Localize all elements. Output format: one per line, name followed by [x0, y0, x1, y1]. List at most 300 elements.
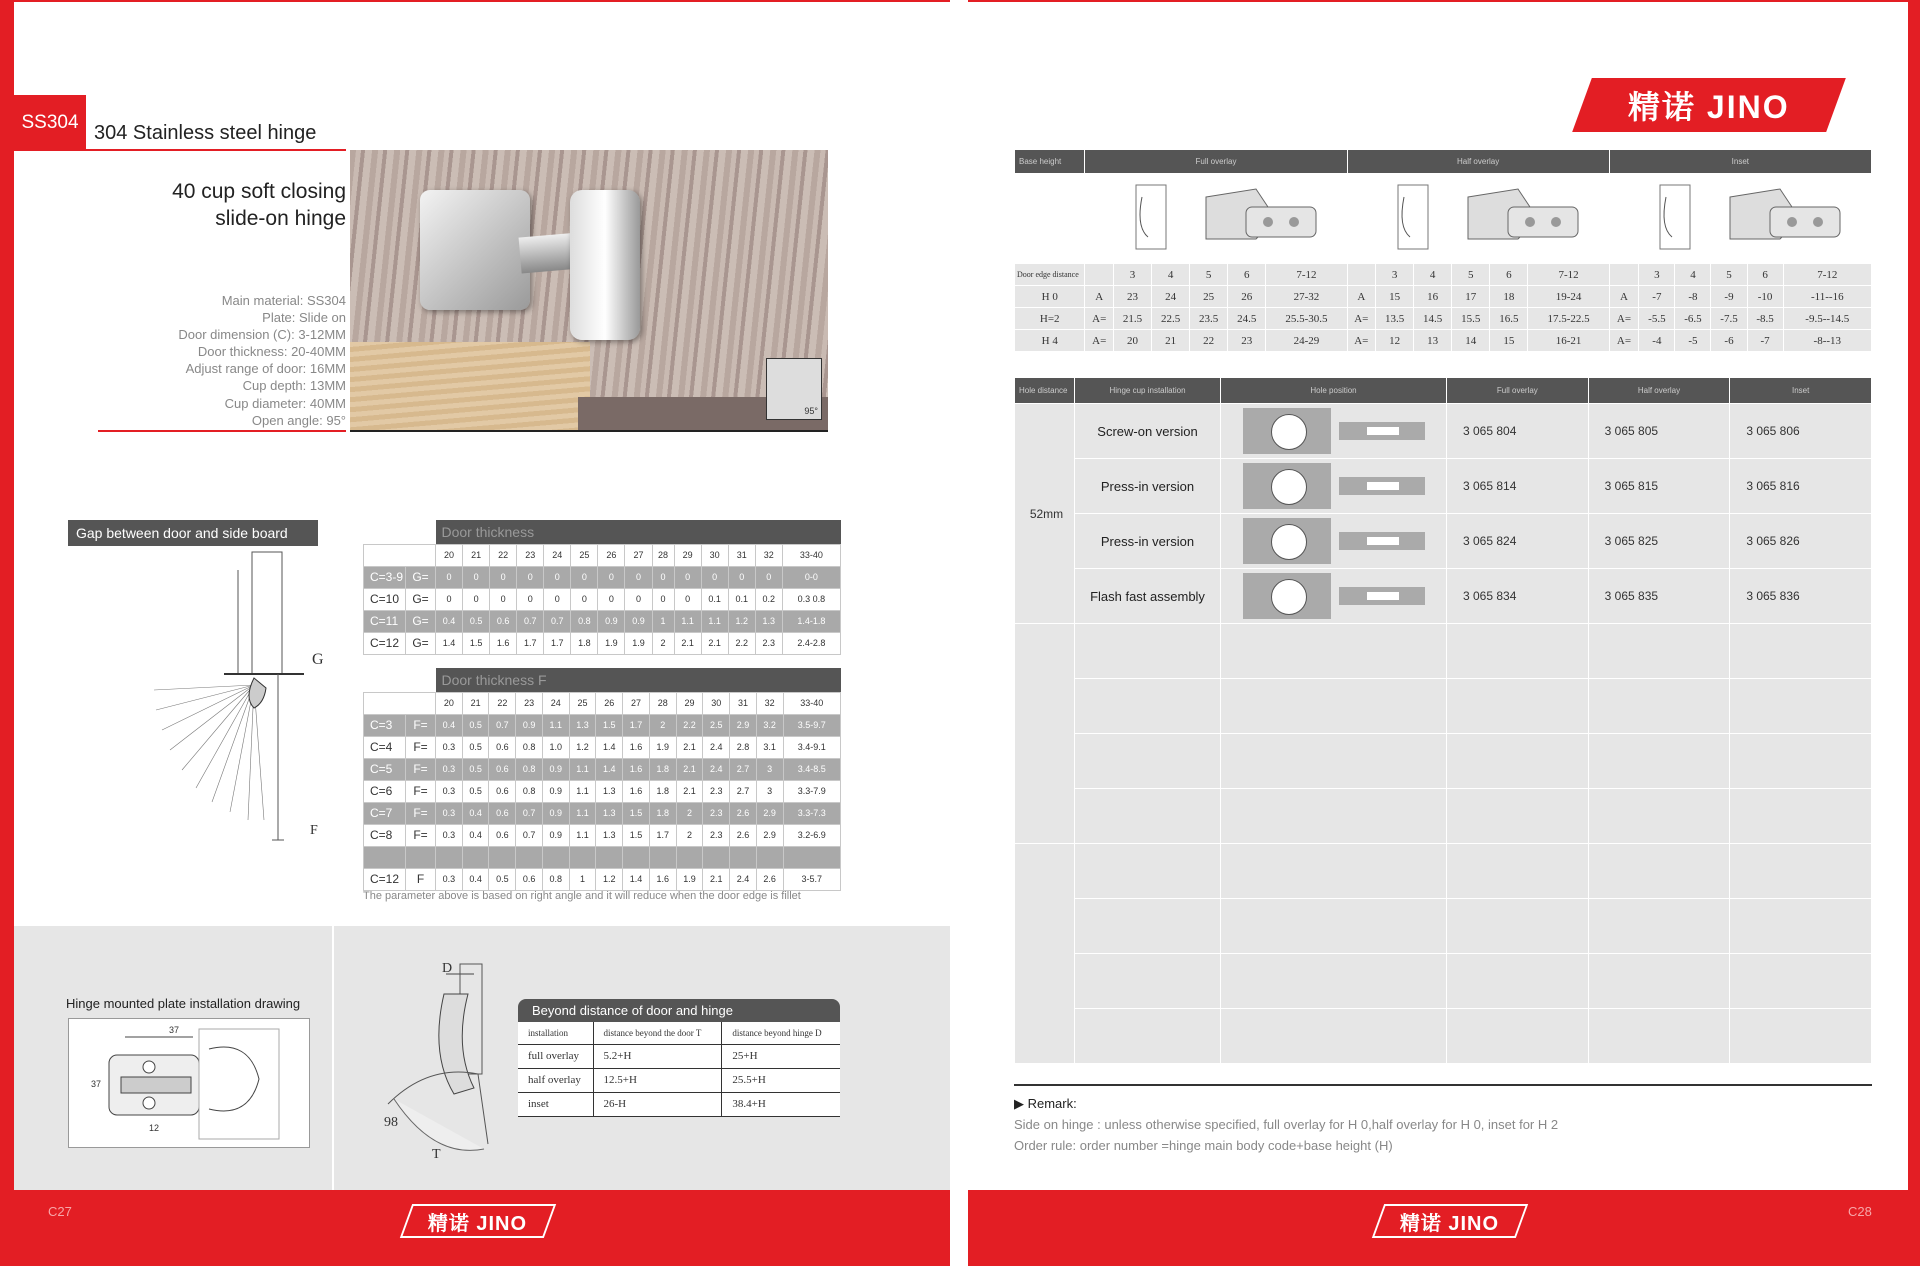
table-cell: 2.9 — [756, 802, 783, 824]
table-cell: 0.9 — [625, 610, 652, 632]
table-cell — [756, 846, 783, 868]
beyond-cell: 25.5+H — [722, 1068, 840, 1092]
row-label: C=3 — [364, 714, 406, 736]
table-cell: 2.2 — [728, 632, 755, 654]
table-row — [364, 802, 841, 824]
column-header: 27 — [623, 692, 650, 714]
column-header: 7-12 — [1528, 264, 1609, 286]
table-cell: 1.4 — [596, 758, 623, 780]
table-cell: 0.5 — [462, 736, 489, 758]
column-header: 32 — [756, 692, 783, 714]
row-symbol: G= — [406, 588, 436, 610]
column-header: 4 — [1152, 264, 1190, 286]
table-cell: 0.3 — [436, 736, 463, 758]
table-cell: 1.1 — [569, 758, 596, 780]
table-cell: 19-24 — [1528, 286, 1609, 308]
empty-cell — [1588, 789, 1730, 844]
table-cell: 1.8 — [571, 632, 598, 654]
table-cell: 0.4 — [462, 824, 489, 846]
table-title: Door thickness — [436, 520, 841, 544]
base-row — [1015, 330, 1872, 352]
table-cell: 1.7 — [623, 714, 650, 736]
order-code: 3 065 814 — [1447, 459, 1589, 514]
table-cell: 1.8 — [649, 802, 676, 824]
table-cell: 0.9 — [542, 802, 569, 824]
table-row — [364, 758, 841, 780]
hinge-full-image — [1085, 174, 1347, 264]
table-cell: 1.9 — [625, 632, 652, 654]
table-cell — [569, 846, 596, 868]
table-cell: 21 — [1152, 330, 1190, 352]
cup-installation: Press-in version — [1075, 514, 1221, 569]
table-cell: 16.5 — [1490, 308, 1528, 330]
title-underline — [86, 149, 346, 151]
column-header: 4 — [1414, 264, 1452, 286]
empty-cell — [1075, 1009, 1221, 1064]
table-cell: 0.5 — [489, 868, 516, 890]
diagram-label-d: D — [442, 961, 453, 976]
beyond-cell: 12.5+H — [593, 1068, 722, 1092]
column-header: 33-40 — [783, 692, 840, 714]
table-cell: 1.6 — [623, 758, 650, 780]
table-cell: 15 — [1376, 286, 1414, 308]
column-header: 28 — [649, 692, 676, 714]
photo-shelf — [350, 342, 590, 432]
base-header: Half overlay — [1347, 150, 1609, 174]
base-row — [1015, 308, 1872, 330]
table-cell: 0 — [490, 588, 517, 610]
table-cell: 0.9 — [542, 824, 569, 846]
column-header: 20 — [436, 692, 463, 714]
base-height-table — [1014, 149, 1872, 352]
base-header-row — [1015, 150, 1872, 174]
hole-header: Hinge cup installation — [1075, 378, 1221, 404]
column-header: 32 — [755, 544, 782, 566]
table-cell: 1.2 — [596, 868, 623, 890]
beyond-header: distance beyond the door T — [593, 1022, 722, 1044]
table-corner-cell — [364, 692, 436, 714]
table-cell: 25.5-30.5 — [1266, 308, 1347, 330]
beyond-cell: 38.4+H — [722, 1092, 840, 1116]
hole-position-drawing — [1221, 459, 1447, 514]
table-cell: 3.5-9.7 — [783, 714, 840, 736]
column-header: 21 — [463, 544, 490, 566]
table-cell: 1.7 — [649, 824, 676, 846]
table-cell: 0 — [463, 588, 490, 610]
hinge-cup-image — [570, 190, 640, 340]
table-cell: 22.5 — [1152, 308, 1190, 330]
order-code: 3 065 805 — [1588, 404, 1730, 459]
table-cell: 0 — [701, 566, 728, 588]
table-cell: 1.1 — [542, 714, 569, 736]
table-row — [1015, 569, 1872, 624]
order-code: 3 065 816 — [1730, 459, 1872, 514]
table-cell: 0 — [436, 566, 463, 588]
table-cell: 15 — [1490, 330, 1528, 352]
order-code: 3 065 815 — [1588, 459, 1730, 514]
table-cell: 0.1 — [728, 588, 755, 610]
table-row — [1015, 514, 1872, 569]
table-cell: -6 — [1711, 330, 1747, 352]
table-cell: 0.5 — [463, 610, 490, 632]
parameter-note: The parameter above is based on right angle and it will reduce when the door edge is fillet — [363, 890, 801, 902]
table-cell: 14.5 — [1414, 308, 1452, 330]
spec-item: Adjust range of door: 16MM — [185, 361, 346, 377]
table-cell: 1.1 — [569, 824, 596, 846]
table-cell: 1.4 — [596, 736, 623, 758]
empty-row — [1015, 624, 1872, 679]
beyond-row — [518, 1092, 840, 1116]
table-cell: 0.4 — [462, 868, 489, 890]
order-code: 3 065 806 — [1730, 404, 1872, 459]
empty-cell — [1730, 844, 1872, 899]
jino-logo-text: 精诺 JINO — [1628, 89, 1790, 125]
table-cell: 2 — [649, 714, 676, 736]
table-cell: 0 — [463, 566, 490, 588]
order-code: 3 065 835 — [1588, 569, 1730, 624]
table-header-row — [364, 520, 841, 544]
beyond-header: distance beyond hinge D — [722, 1022, 840, 1044]
table-cell — [703, 846, 730, 868]
remark-line-2: Order rule: order number =hinge main body code+base height (H) — [1014, 1138, 1393, 1153]
table-cell: 0 — [598, 588, 625, 610]
empty-row — [1015, 679, 1872, 734]
table-cell: -9 — [1711, 286, 1747, 308]
table-cell: 0 — [625, 566, 652, 588]
table-cell: 0 — [674, 588, 701, 610]
beyond-cell: inset — [518, 1092, 593, 1116]
hole-distance: 52mm — [1015, 404, 1075, 624]
model-title: 304 Stainless steel hinge — [94, 122, 317, 144]
spec-underline — [98, 430, 346, 432]
table-cell: 0.9 — [598, 610, 625, 632]
row-symbol: G= — [406, 610, 436, 632]
table-cell: 13 — [1414, 330, 1452, 352]
empty-cell — [1730, 954, 1872, 1009]
table-cell: 0.7 — [517, 610, 544, 632]
table-cell: 0 — [598, 566, 625, 588]
table-cell: 2.1 — [674, 632, 701, 654]
gap-label: Gap between door and side board — [68, 520, 318, 546]
table-cell: 0 — [625, 588, 652, 610]
order-code: 3 065 825 — [1588, 514, 1730, 569]
table-cell: -8 — [1675, 286, 1711, 308]
symbol-cell: A — [1609, 286, 1639, 308]
table-row — [364, 868, 841, 890]
table-cell: 3.1 — [756, 736, 783, 758]
column-header: 27 — [625, 544, 652, 566]
row-symbol: F= — [406, 802, 436, 824]
mount-drawing — [68, 1018, 310, 1148]
table-cell: 0-0 — [782, 566, 840, 588]
remark-title: ▶ Remark: — [1014, 1096, 1077, 1111]
table-cell: 1.1 — [701, 610, 728, 632]
table-cell: 1.6 — [490, 632, 517, 654]
row-symbol: F= — [406, 714, 436, 736]
table-cell: 24.5 — [1228, 308, 1266, 330]
symbol-cell: A= — [1347, 330, 1376, 352]
table-cell: 0 — [674, 566, 701, 588]
hole-header-row — [1015, 378, 1872, 404]
footer-logo-left-text: 精诺 JINO — [428, 1212, 528, 1235]
table-cell: 0 — [652, 588, 674, 610]
jino-logo — [1572, 78, 1846, 132]
table-cell: 0.7 — [516, 824, 543, 846]
left-footer — [0, 1190, 950, 1266]
product-photo — [350, 150, 828, 432]
column-header: 23 — [516, 692, 543, 714]
table-cell: 0.8 — [516, 736, 543, 758]
table-cell: 1.4-1.8 — [782, 610, 840, 632]
table-cell: 2.3 — [703, 780, 730, 802]
right-footer — [968, 1190, 1920, 1266]
column-header: 5 — [1452, 264, 1490, 286]
table-cell: 3.3-7.9 — [783, 780, 840, 802]
base-header: Full overlay — [1085, 150, 1347, 174]
empty-cell — [1588, 679, 1730, 734]
empty-cell — [1075, 624, 1221, 679]
table-cell: 13.5 — [1376, 308, 1414, 330]
table-cell: 0.3 — [436, 780, 463, 802]
table-cell: 1.6 — [649, 868, 676, 890]
table-cell: 0.8 — [516, 758, 543, 780]
table-cell: 2.1 — [701, 632, 728, 654]
diagram-label-angle: 98 — [384, 1115, 398, 1130]
table-cell: 1.8 — [649, 758, 676, 780]
table-cell: 0.6 — [489, 802, 516, 824]
table-cell: 0.4 — [462, 802, 489, 824]
cup-installation: Screw-on version — [1075, 404, 1221, 459]
empty-cell — [1447, 624, 1589, 679]
table-cell — [516, 846, 543, 868]
table-cell: 1.4 — [623, 868, 650, 890]
row-symbol: G= — [406, 566, 436, 588]
table-cell: 0.1 — [701, 588, 728, 610]
symbol-blank — [1085, 264, 1114, 286]
beyond-cell: 26-H — [593, 1092, 722, 1116]
table-cell: 0.8 — [571, 610, 598, 632]
table-cell: -7.5 — [1711, 308, 1747, 330]
table-cell: 27-32 — [1266, 286, 1347, 308]
remark-line-1: Side on hinge : unless otherwise specified, full overlay for H 0,half overlay for H 0, inset for H 2 — [1014, 1117, 1559, 1132]
table-cell: -8--13 — [1783, 330, 1871, 352]
column-header: 6 — [1490, 264, 1528, 286]
beyond-cell: half overlay — [518, 1068, 593, 1092]
base-image-row — [1015, 174, 1872, 264]
column-header: 5 — [1711, 264, 1747, 286]
table-corner — [364, 668, 436, 692]
table-cell: 2.4-2.8 — [782, 632, 840, 654]
column-header: 3 — [1113, 264, 1151, 286]
table-title: Door thickness F — [436, 668, 841, 692]
table-cell: 2.2 — [676, 714, 703, 736]
table-cell: 0.7 — [544, 610, 571, 632]
table-cell: 2.5 — [703, 714, 730, 736]
table-cell: 0.6 — [489, 758, 516, 780]
hole-position-drawing — [1221, 569, 1447, 624]
mount-label: Hinge mounted plate installation drawing — [66, 996, 301, 1011]
page-number-right: C28 — [1848, 1204, 1872, 1219]
table-cell: 0 — [571, 566, 598, 588]
table-cell: 2.6 — [730, 802, 757, 824]
beyond-row — [518, 1044, 840, 1068]
order-code: 3 065 836 — [1730, 569, 1872, 624]
table-cell: 2.3 — [703, 802, 730, 824]
door-edge-label: Door edge distance — [1015, 264, 1085, 286]
column-header: 24 — [544, 544, 571, 566]
table-cell: 24-29 — [1266, 330, 1347, 352]
empty-row — [1015, 734, 1872, 789]
row-label: C=6 — [364, 780, 406, 802]
table-cell: 3.4-8.5 — [783, 758, 840, 780]
table-cell: 0.5 — [462, 714, 489, 736]
table-cell: 16-21 — [1528, 330, 1609, 352]
column-header: 26 — [596, 692, 623, 714]
column-header: 28 — [652, 544, 674, 566]
empty-cell — [1221, 679, 1447, 734]
table-cell: 0.9 — [542, 758, 569, 780]
table-cell: 14 — [1452, 330, 1490, 352]
mount-dim-a: 37 — [169, 1025, 180, 1035]
empty-cell — [1730, 899, 1872, 954]
table-cell: 0 — [544, 566, 571, 588]
table-cell: -4 — [1639, 330, 1675, 352]
table-cell: 20 — [1113, 330, 1151, 352]
table-cell: 23 — [1113, 286, 1151, 308]
spec-item: Door dimension (C): 3-12MM — [178, 327, 346, 343]
row-label — [364, 846, 406, 868]
symbol-cell: A — [1085, 286, 1114, 308]
table-cell: 1.5 — [596, 714, 623, 736]
hole-position-drawing — [1221, 514, 1447, 569]
table-row — [1015, 459, 1872, 514]
table-cell: 0.6 — [489, 780, 516, 802]
empty-cell — [1447, 899, 1589, 954]
left-page — [0, 0, 950, 1266]
table-cell: 0 — [490, 566, 517, 588]
order-code: 3 065 834 — [1447, 569, 1589, 624]
table-cell — [436, 846, 463, 868]
empty-cell — [1221, 624, 1447, 679]
row-label: C=8 — [364, 824, 406, 846]
table-cell: 0.4 — [436, 610, 463, 632]
table-corner — [364, 520, 436, 544]
table-cell: 2 — [676, 824, 703, 846]
door-edge-row — [1015, 264, 1872, 286]
product-subtitle — [114, 178, 346, 232]
table-cell: 2.3 — [755, 632, 782, 654]
table-cell: 2 — [652, 632, 674, 654]
table-cell: 1.4 — [436, 632, 463, 654]
table-cell: 2.7 — [730, 758, 757, 780]
order-code: 3 065 824 — [1447, 514, 1589, 569]
empty-cell — [1730, 624, 1872, 679]
table-cell: -8.5 — [1747, 308, 1783, 330]
base-height-value: H=2 — [1015, 308, 1085, 330]
column-header: 30 — [703, 692, 730, 714]
subtitle-line-1: 40 cup soft closing — [172, 180, 346, 203]
table-cell: 0.8 — [516, 780, 543, 802]
table-cell — [462, 846, 489, 868]
table-cell: -5 — [1675, 330, 1711, 352]
table-cell: 0 — [544, 588, 571, 610]
base-header: Inset — [1609, 150, 1871, 174]
table-cell — [623, 846, 650, 868]
empty-cell — [1447, 844, 1589, 899]
beyond-header: installation — [518, 1022, 593, 1044]
hole-header: Hole distance — [1015, 378, 1075, 404]
hinge-half-image — [1347, 174, 1609, 264]
photo-inset-angle: 95° — [766, 358, 822, 420]
base-height-value: H 4 — [1015, 330, 1085, 352]
hole-header: Inset — [1730, 378, 1872, 404]
empty-cell — [1588, 954, 1730, 1009]
table-cell: 0.3 0.8 — [782, 588, 840, 610]
table-cell: 1.5 — [463, 632, 490, 654]
row-label: C=4 — [364, 736, 406, 758]
table-cell: 2.1 — [676, 780, 703, 802]
table-cell: 0.7 — [516, 802, 543, 824]
empty-cell — [1730, 734, 1872, 789]
table-cell: 0.9 — [516, 714, 543, 736]
table-cell: 1.8 — [649, 780, 676, 802]
hole-position-drawing — [1221, 404, 1447, 459]
table-row — [364, 632, 841, 654]
subtitle-line-2: slide-on hinge — [215, 207, 346, 230]
table-row — [364, 588, 841, 610]
empty-cell — [1588, 844, 1730, 899]
table-cell: 2.4 — [730, 868, 757, 890]
table-cell: 0.3 — [436, 758, 463, 780]
table-cell: 0 — [436, 588, 463, 610]
beyond-distance-table — [518, 999, 840, 1117]
door-thickness-g-table — [363, 520, 841, 655]
gap-diagram — [154, 550, 334, 850]
empty-cell — [1588, 734, 1730, 789]
table-cell: 1.9 — [598, 632, 625, 654]
empty-cell — [1447, 789, 1589, 844]
column-header: 6 — [1747, 264, 1783, 286]
table-cell: 0.8 — [542, 868, 569, 890]
footer-logo-right — [1372, 1204, 1528, 1238]
table-cell: 0.6 — [489, 824, 516, 846]
empty-cell — [1015, 624, 1075, 844]
order-code: 3 065 826 — [1730, 514, 1872, 569]
table-cell: -7 — [1639, 286, 1675, 308]
empty-row — [1015, 899, 1872, 954]
empty-cell — [1221, 789, 1447, 844]
table-cell: 15.5 — [1452, 308, 1490, 330]
table-cell: 3.3-7.3 — [783, 802, 840, 824]
table-cell: 0.9 — [542, 780, 569, 802]
table-cell: 1.1 — [674, 610, 701, 632]
column-header: 20 — [436, 544, 463, 566]
cup-installation: Press-in version — [1075, 459, 1221, 514]
table-cell: 26 — [1228, 286, 1266, 308]
empty-cell — [1221, 954, 1447, 1009]
table-cell: 0 — [517, 588, 544, 610]
hole-header: Full overlay — [1447, 378, 1589, 404]
empty-cell — [1447, 734, 1589, 789]
mount-dim-b: 37 — [91, 1079, 102, 1089]
table-cell: 0 — [728, 566, 755, 588]
table-cell: 1.5 — [623, 824, 650, 846]
table-cell: 1.2 — [569, 736, 596, 758]
symbol-cell: A — [1347, 286, 1376, 308]
table-cell — [676, 846, 703, 868]
symbol-cell: A= — [1609, 330, 1639, 352]
table-cell: 0 — [571, 588, 598, 610]
